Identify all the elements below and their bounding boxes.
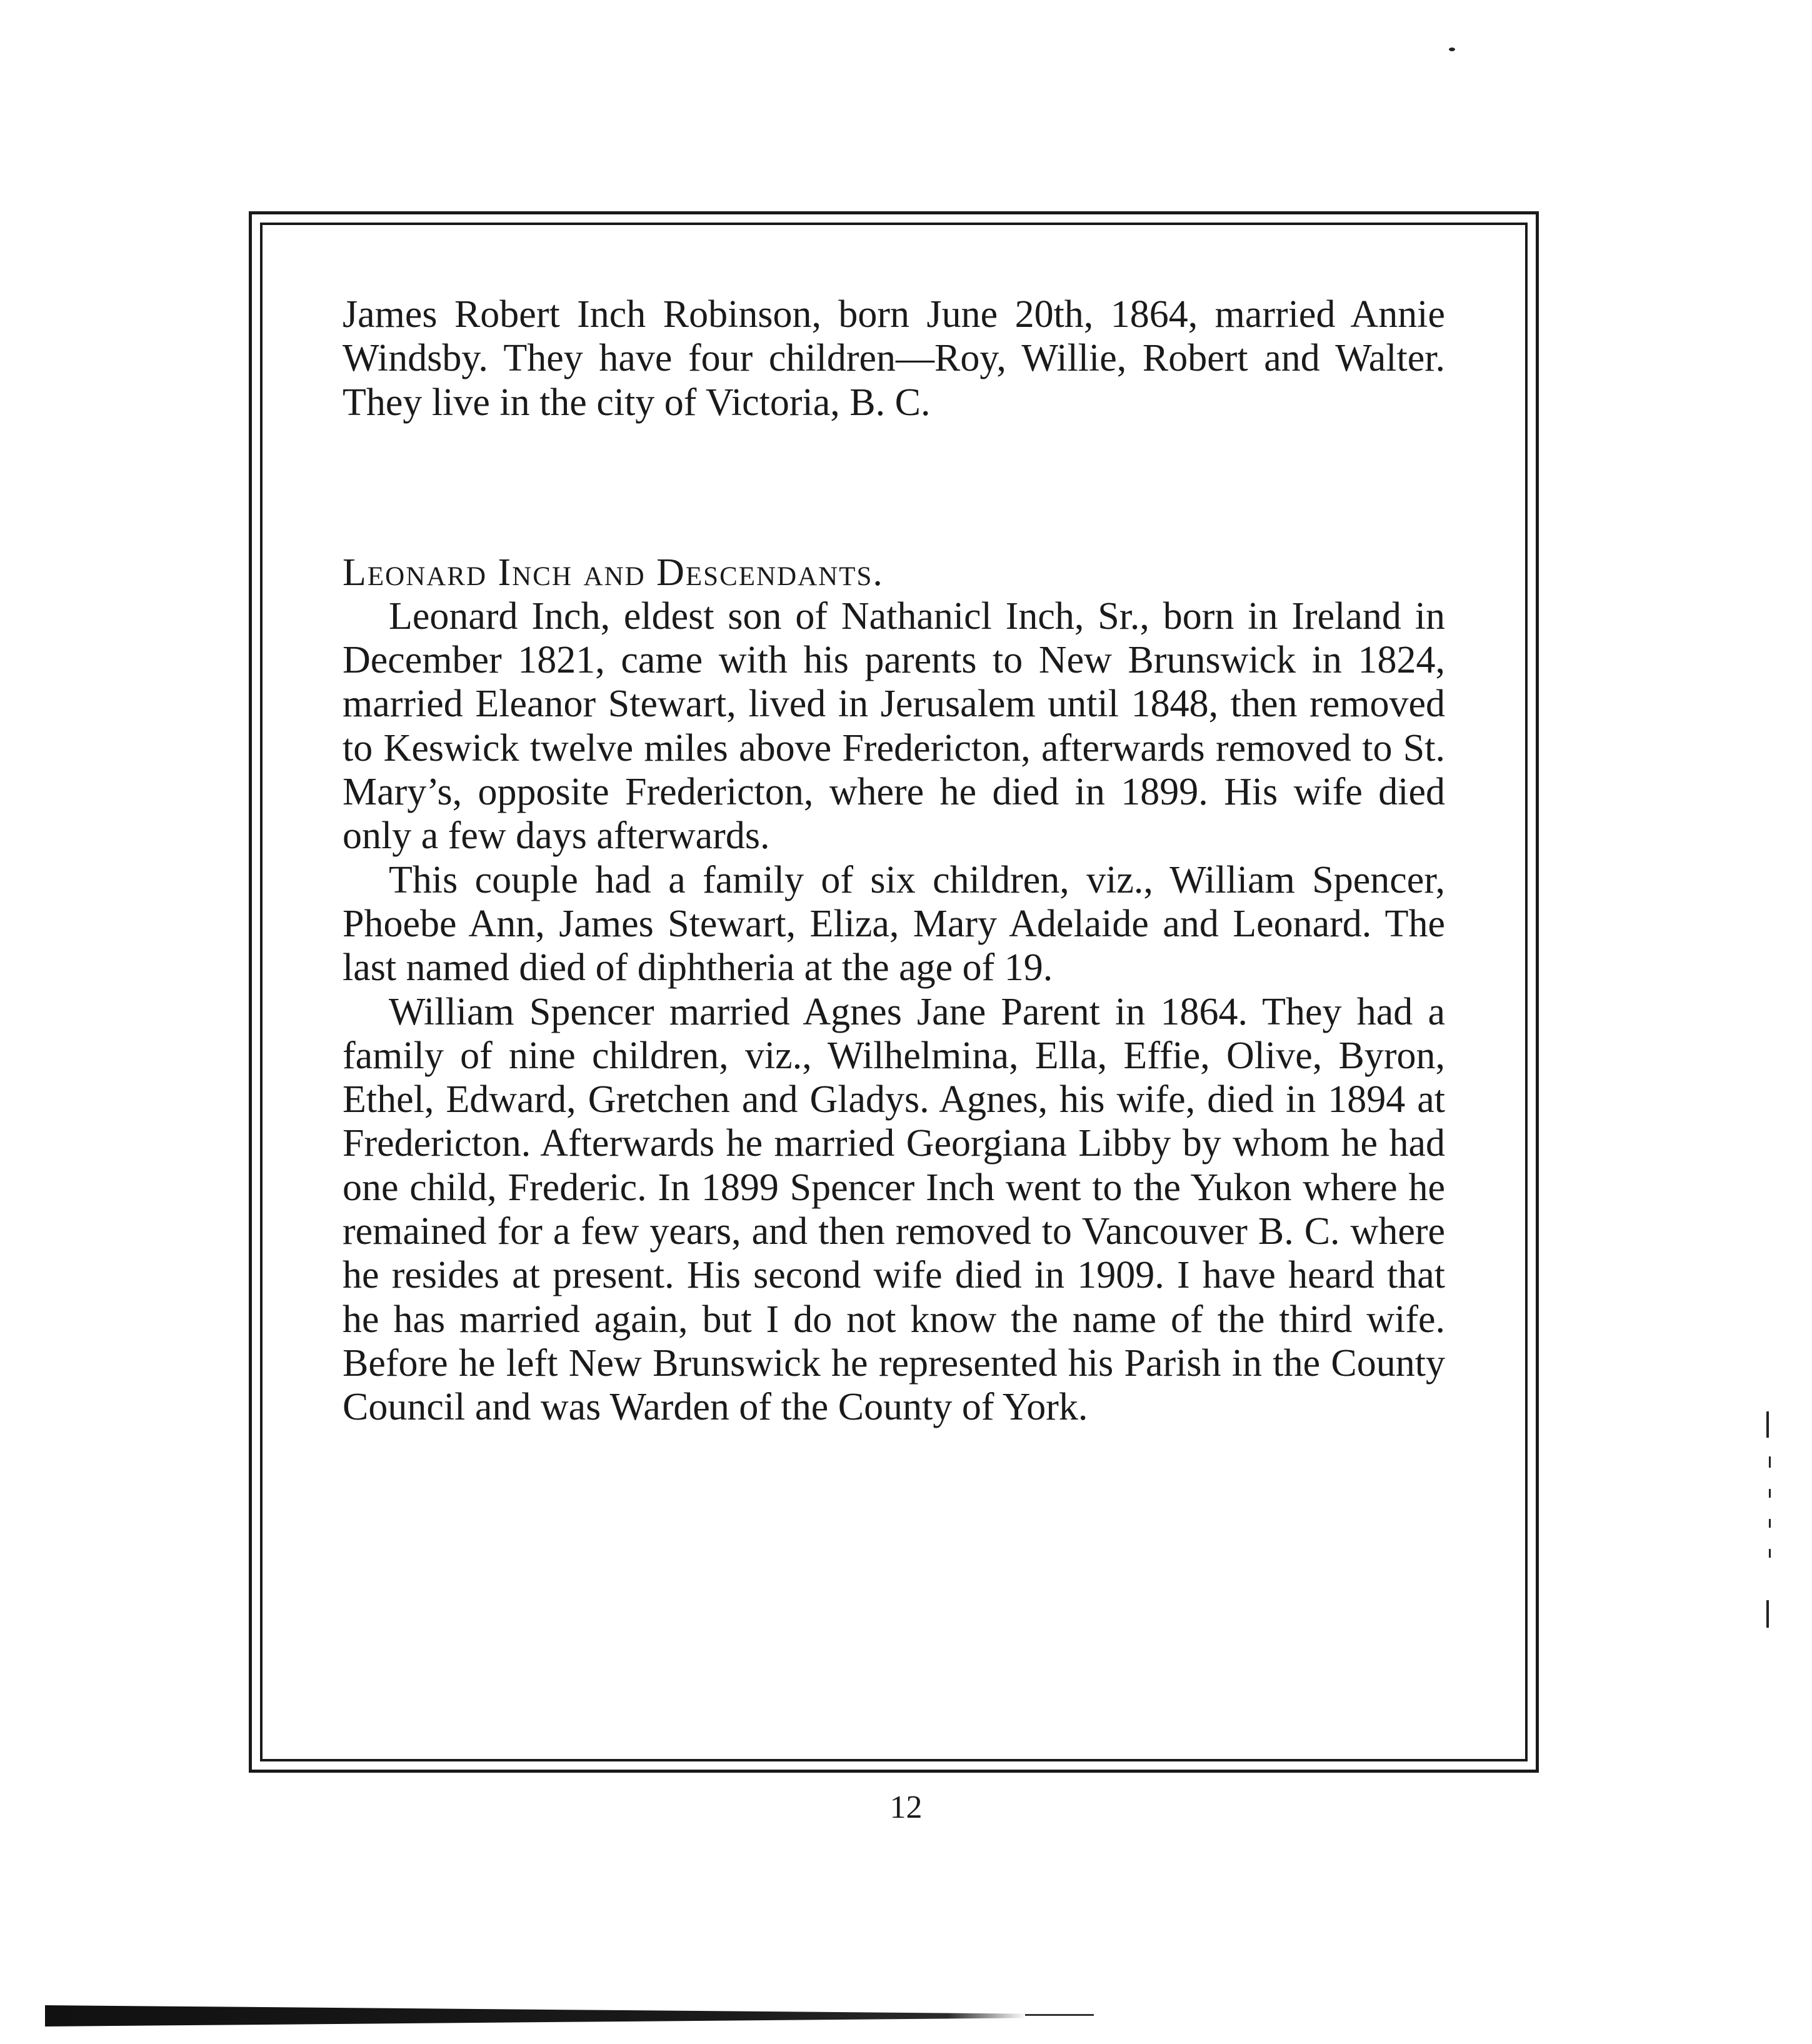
scan-edge-artifact bbox=[45, 2005, 1026, 2026]
paragraph-william-spencer: William Spencer married Agnes Jane Parent in 1864. They had a family of nine children, viz., Wilhelmina, Ella, Effie, Olive, Byron, Ethel, Edward, Gretchen and Gladys. Agnes, his wife, died in 1894 at Fredericton. Afterwards he married Georgiana Libby by whom he had one child, Frederic. In 1899 Spencer Inch went to the Yukon where he remained for a few years, and then removed to Vancouver B. C. where he resides at present. His second wife died in 1909. I have heard that he has married again, but I do not know the name of the third wife. Before he left New Brunswick he represented his Parish in the County Council and was Warden of the County of York. bbox=[343, 990, 1445, 1429]
paragraph-children: This couple had a family of six children, viz., William Spencer, Phoebe Ann, James Stewart, Eliza, Mary Adelaide and Leonard. The last named died of diphtheria at the age of 19. bbox=[343, 858, 1445, 989]
section-heading: Leonard Inch and Descendants. bbox=[343, 551, 884, 594]
scan-speck bbox=[1449, 48, 1455, 51]
margin-mark bbox=[1769, 1489, 1771, 1498]
margin-mark bbox=[1766, 1600, 1769, 1628]
margin-mark bbox=[1769, 1519, 1771, 1528]
paragraph-leonard: Leonard Inch, eldest son of Nathanicl Inch, Sr., born in Ireland in December 1821, came with his parents to New Brunswick in 1824, married Eleanor Stewart, lived in Jerusalem until 1848, then removed to Keswick twelve miles above Fredericton, afterwards removed to St. Mary’s, opposite Fredericton, where he died in 1899. His wife died only a few days afterwards. bbox=[343, 594, 1445, 858]
margin-mark bbox=[1769, 1456, 1771, 1468]
scan-edge-line bbox=[1025, 2014, 1094, 2016]
margin-mark bbox=[1769, 1549, 1771, 1558]
paragraph-robinson: James Robert Inch Robinson, born June 20th, 1864, married Annie Windsby. They have four children—Roy, Willie, Robert and Walter. They live in the city of Victoria, B. C. bbox=[343, 293, 1445, 424]
margin-mark bbox=[1766, 1411, 1769, 1438]
document-body bbox=[343, 293, 1445, 1430]
page-number: 12 bbox=[889, 1790, 923, 1825]
section-spacer bbox=[343, 424, 1445, 551]
